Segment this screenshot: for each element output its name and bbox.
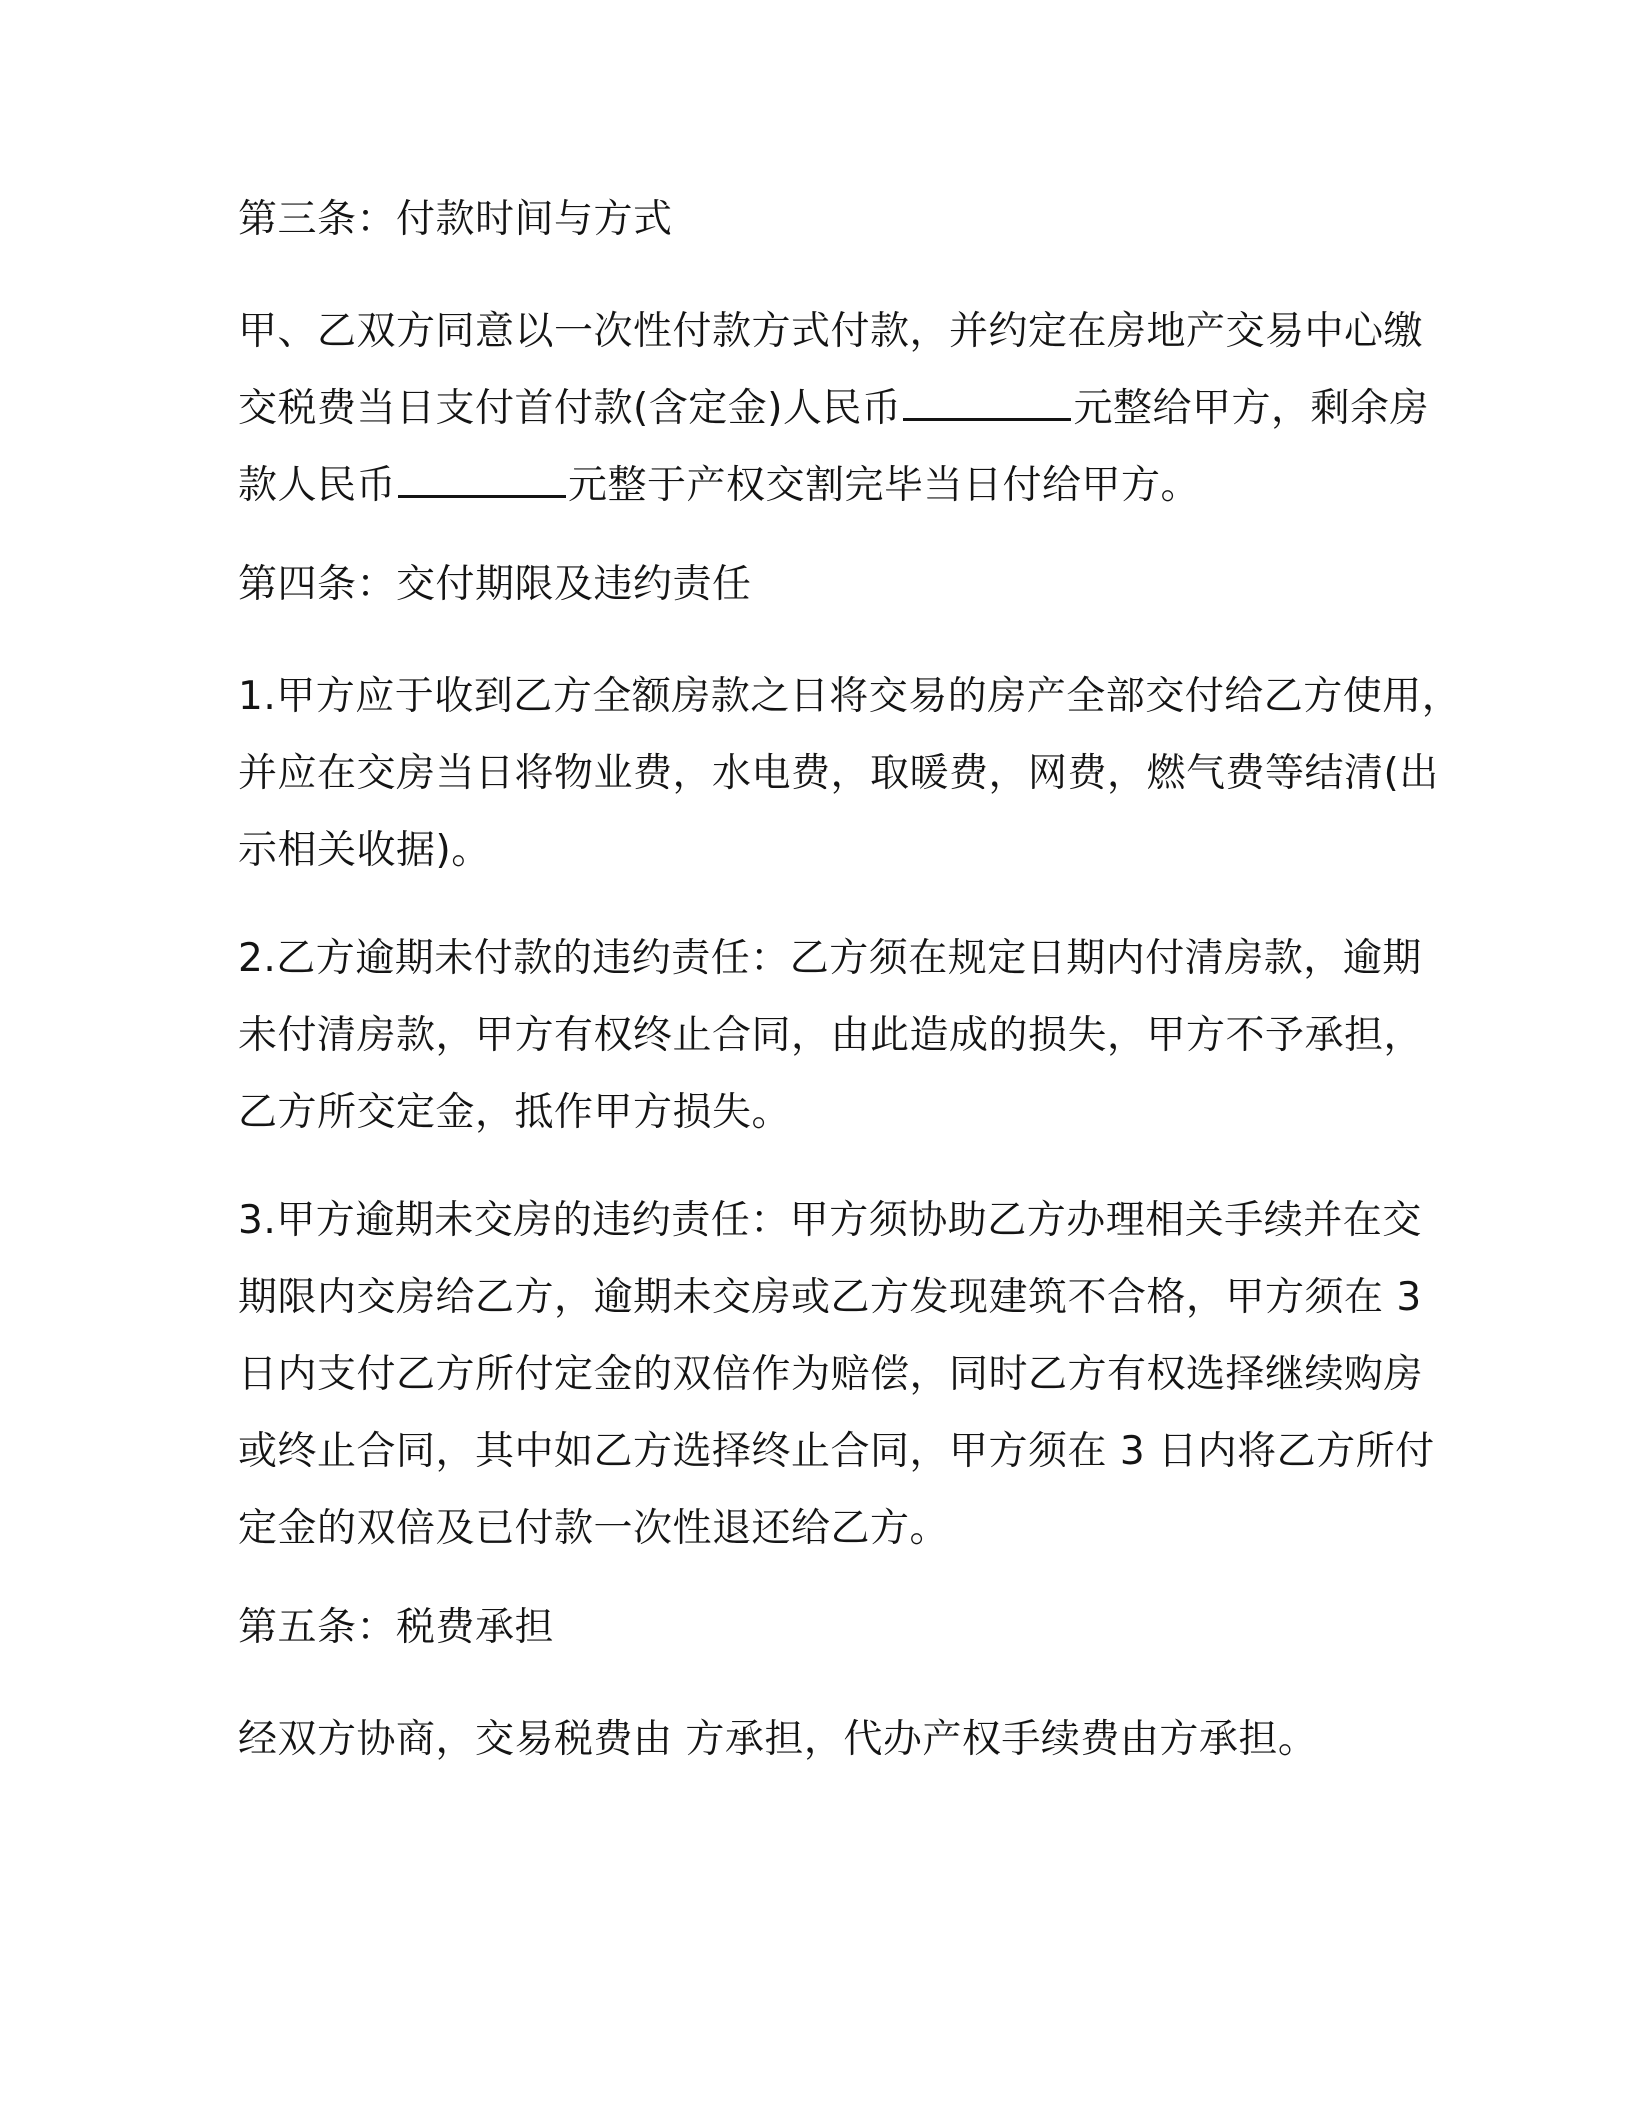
section-4-item-2-line-1: 2.乙方逾期未付款的违约责任：乙方须在规定日期内付清房款，逾期 — [238, 936, 1422, 981]
section-4-item-2 — [238, 920, 1424, 1151]
section-4-item-1-line-2: 并应在交房当日将物业费，水电费，取暖费，网费，燃气费等结清(出 — [238, 751, 1439, 796]
section-3-line-2 — [238, 370, 1429, 447]
section-4-item-3-line-5: 定金的双倍及已付款一次性退还给乙方。 — [238, 1506, 950, 1551]
section-5-title: 第五条：税费承担 — [238, 1605, 555, 1650]
remaining-amount-blank — [398, 465, 566, 498]
section-3-line-1: 甲、乙双方同意以一次性付款方式付款，并约定在房地产交易中心缴 — [238, 309, 1424, 354]
section-4-item-1 — [238, 658, 1462, 889]
section-3-line-3-text-a: 款人民币 — [238, 463, 397, 508]
section-4-item-1-line-1: 1.甲方应于收到乙方全额房款之日将交易的房产全部交付给乙方使用， — [238, 674, 1462, 719]
section-4-item-3-line-3: 日内支付乙方所付定金的双倍作为赔偿，同时乙方有权选择继续购房 — [238, 1352, 1424, 1397]
section-3-line-3 — [238, 447, 1378, 524]
contract-body — [238, 190, 1462, 1809]
section-3-line-2-text-a: 交税费当日支付首付款(含定金)人民币 — [238, 386, 902, 431]
section-4-item-2-line-2: 未付清房款，甲方有权终止合同，由此造成的损失，甲方不予承担， — [238, 1013, 1424, 1058]
section-4-item-3 — [238, 1182, 1435, 1567]
section-3-title: 第三条：付款时间与方式 — [238, 197, 673, 242]
section-4-item-2-line-3: 乙方所交定金，抵作甲方损失。 — [238, 1090, 792, 1135]
section-4-item-1-line-3: 示相关收据)。 — [238, 828, 491, 873]
section-3-paragraph — [238, 293, 1429, 524]
down-payment-amount-blank — [903, 388, 1071, 421]
section-4-title: 第四条：交付期限及违约责任 — [238, 562, 752, 607]
section-5-paragraph — [238, 1701, 1378, 1778]
section-5-line-1: 经双方协商，交易税费由 方承担，代办产权手续费由方承担。 — [238, 1717, 1318, 1762]
section-4-item-3-line-2: 期限内交房给乙方，逾期未交房或乙方发现建筑不合格，甲方须在 3 — [238, 1275, 1422, 1320]
section-3-line-2-text-b: 元整给甲方，剩余房 — [1073, 386, 1429, 431]
section-4-item-3-line-4: 或终止合同，其中如乙方选择终止合同，甲方须在 3 日内将乙方所付 — [238, 1429, 1435, 1474]
section-3-line-3-text-b: 元整于产权交割完毕当日付给甲方。 — [568, 463, 1201, 508]
section-4-item-3-line-1: 3.甲方逾期未交房的违约责任：甲方须协助乙方办理相关手续并在交 — [238, 1198, 1422, 1243]
